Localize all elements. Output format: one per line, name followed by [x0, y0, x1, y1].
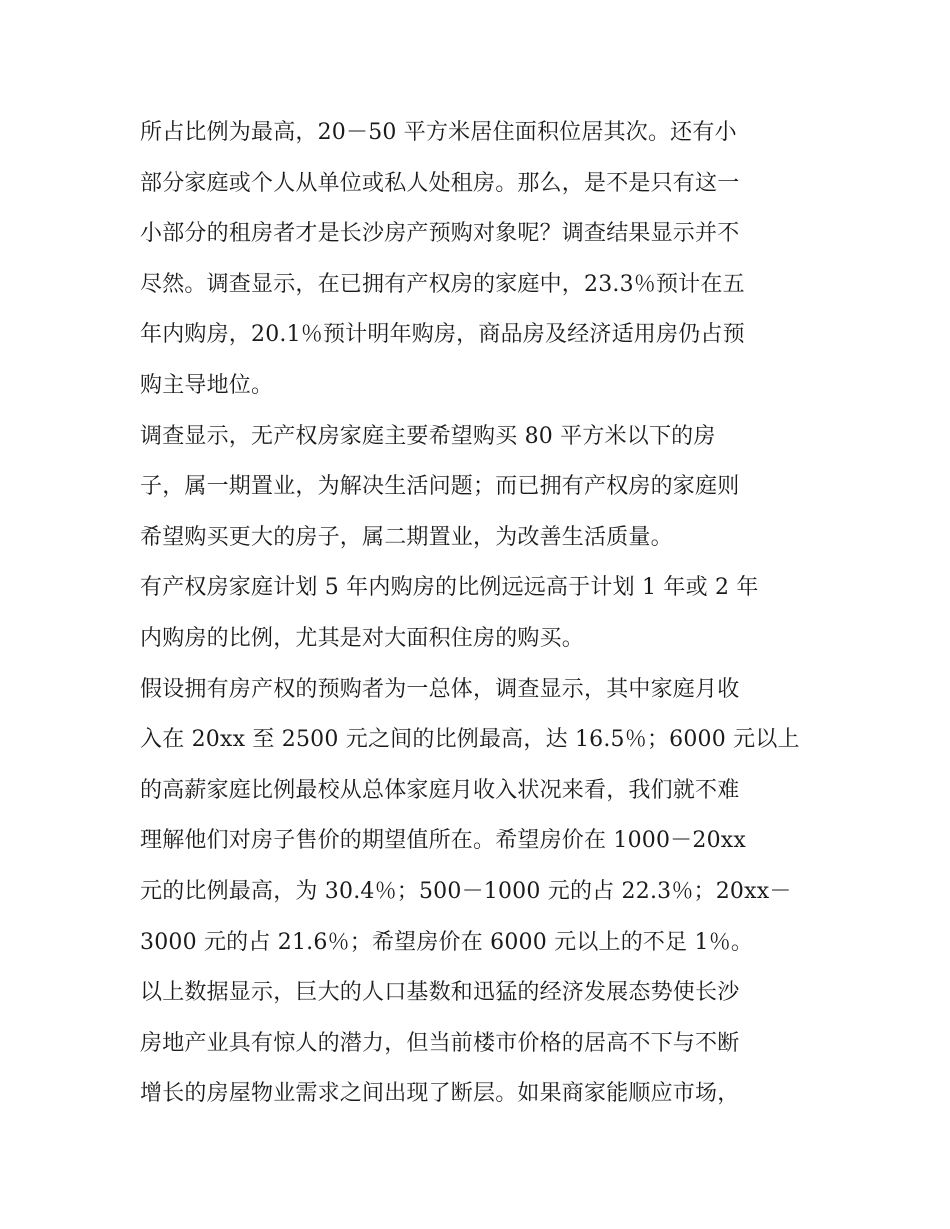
- text-line: 的高薪家庭比例最校从总体家庭月收入状况来看，我们就不难: [140, 777, 740, 803]
- text-line: 内购房的比例，尤其是对大面积住房的购买。: [140, 625, 585, 651]
- text-line: 有产权房家庭计划 5 年内购房的比例远远高于计划 1 年或 2 年: [140, 575, 759, 601]
- text-line: 假设拥有房产权的预购者为一总体，调查显示，其中家庭月收: [140, 676, 740, 702]
- text-line: 入在 20xx 至 2500 元之间的比例最高，达 16.5％；6000 元以上: [140, 727, 800, 753]
- text-line: 小部分的租房者才是长沙房产预购对象呢？调查结果显示并不: [140, 221, 740, 247]
- body-text: [140, 108, 820, 1120]
- text-line: 所占比例为最高，20－50 平方米居住面积位居其次。还有小: [140, 120, 737, 145]
- text-line: 子，属一期置业，为解决生活问题；而已拥有产权房的家庭则: [140, 474, 740, 500]
- text-line: 年内购房，20.1％预计明年购房，商品房及经济适用房仍占预: [140, 322, 745, 348]
- text-line: 3000 元的占 21.6％；希望房价在 6000 元以上的不足 1％。: [140, 929, 754, 955]
- text-line: 希望购买更大的房子，属二期置业，为改善生活质量。: [140, 524, 673, 550]
- text-line: 理解他们对房子售价的期望值所在。希望房价在 1000－20xx: [140, 828, 746, 854]
- text-line: 购主导地位。: [140, 372, 274, 398]
- text-line: 以上数据显示，巨大的人口基数和迅猛的经济发展态势使长沙: [140, 980, 740, 1006]
- text-line: 房地产业具有惊人的潜力，但当前楼市价格的居高不下与不断: [140, 1030, 740, 1056]
- text-line: 部分家庭或个人从单位或私人处租房。那么，是不是只有这一: [140, 170, 740, 196]
- text-line: 元的比例最高，为 30.4％；500－1000 元的占 22.3％；20xx－: [140, 878, 792, 904]
- text-line: 尽然。调查显示，在已拥有产权房的家庭中，23.3％预计在五: [140, 271, 745, 297]
- text-line: 增长的房屋物业需求之间出现了断层。如果商家能顺应市场，: [140, 1081, 740, 1107]
- text-line: 调查显示，无产权房家庭主要希望购买 80 平方米以下的房: [140, 423, 716, 449]
